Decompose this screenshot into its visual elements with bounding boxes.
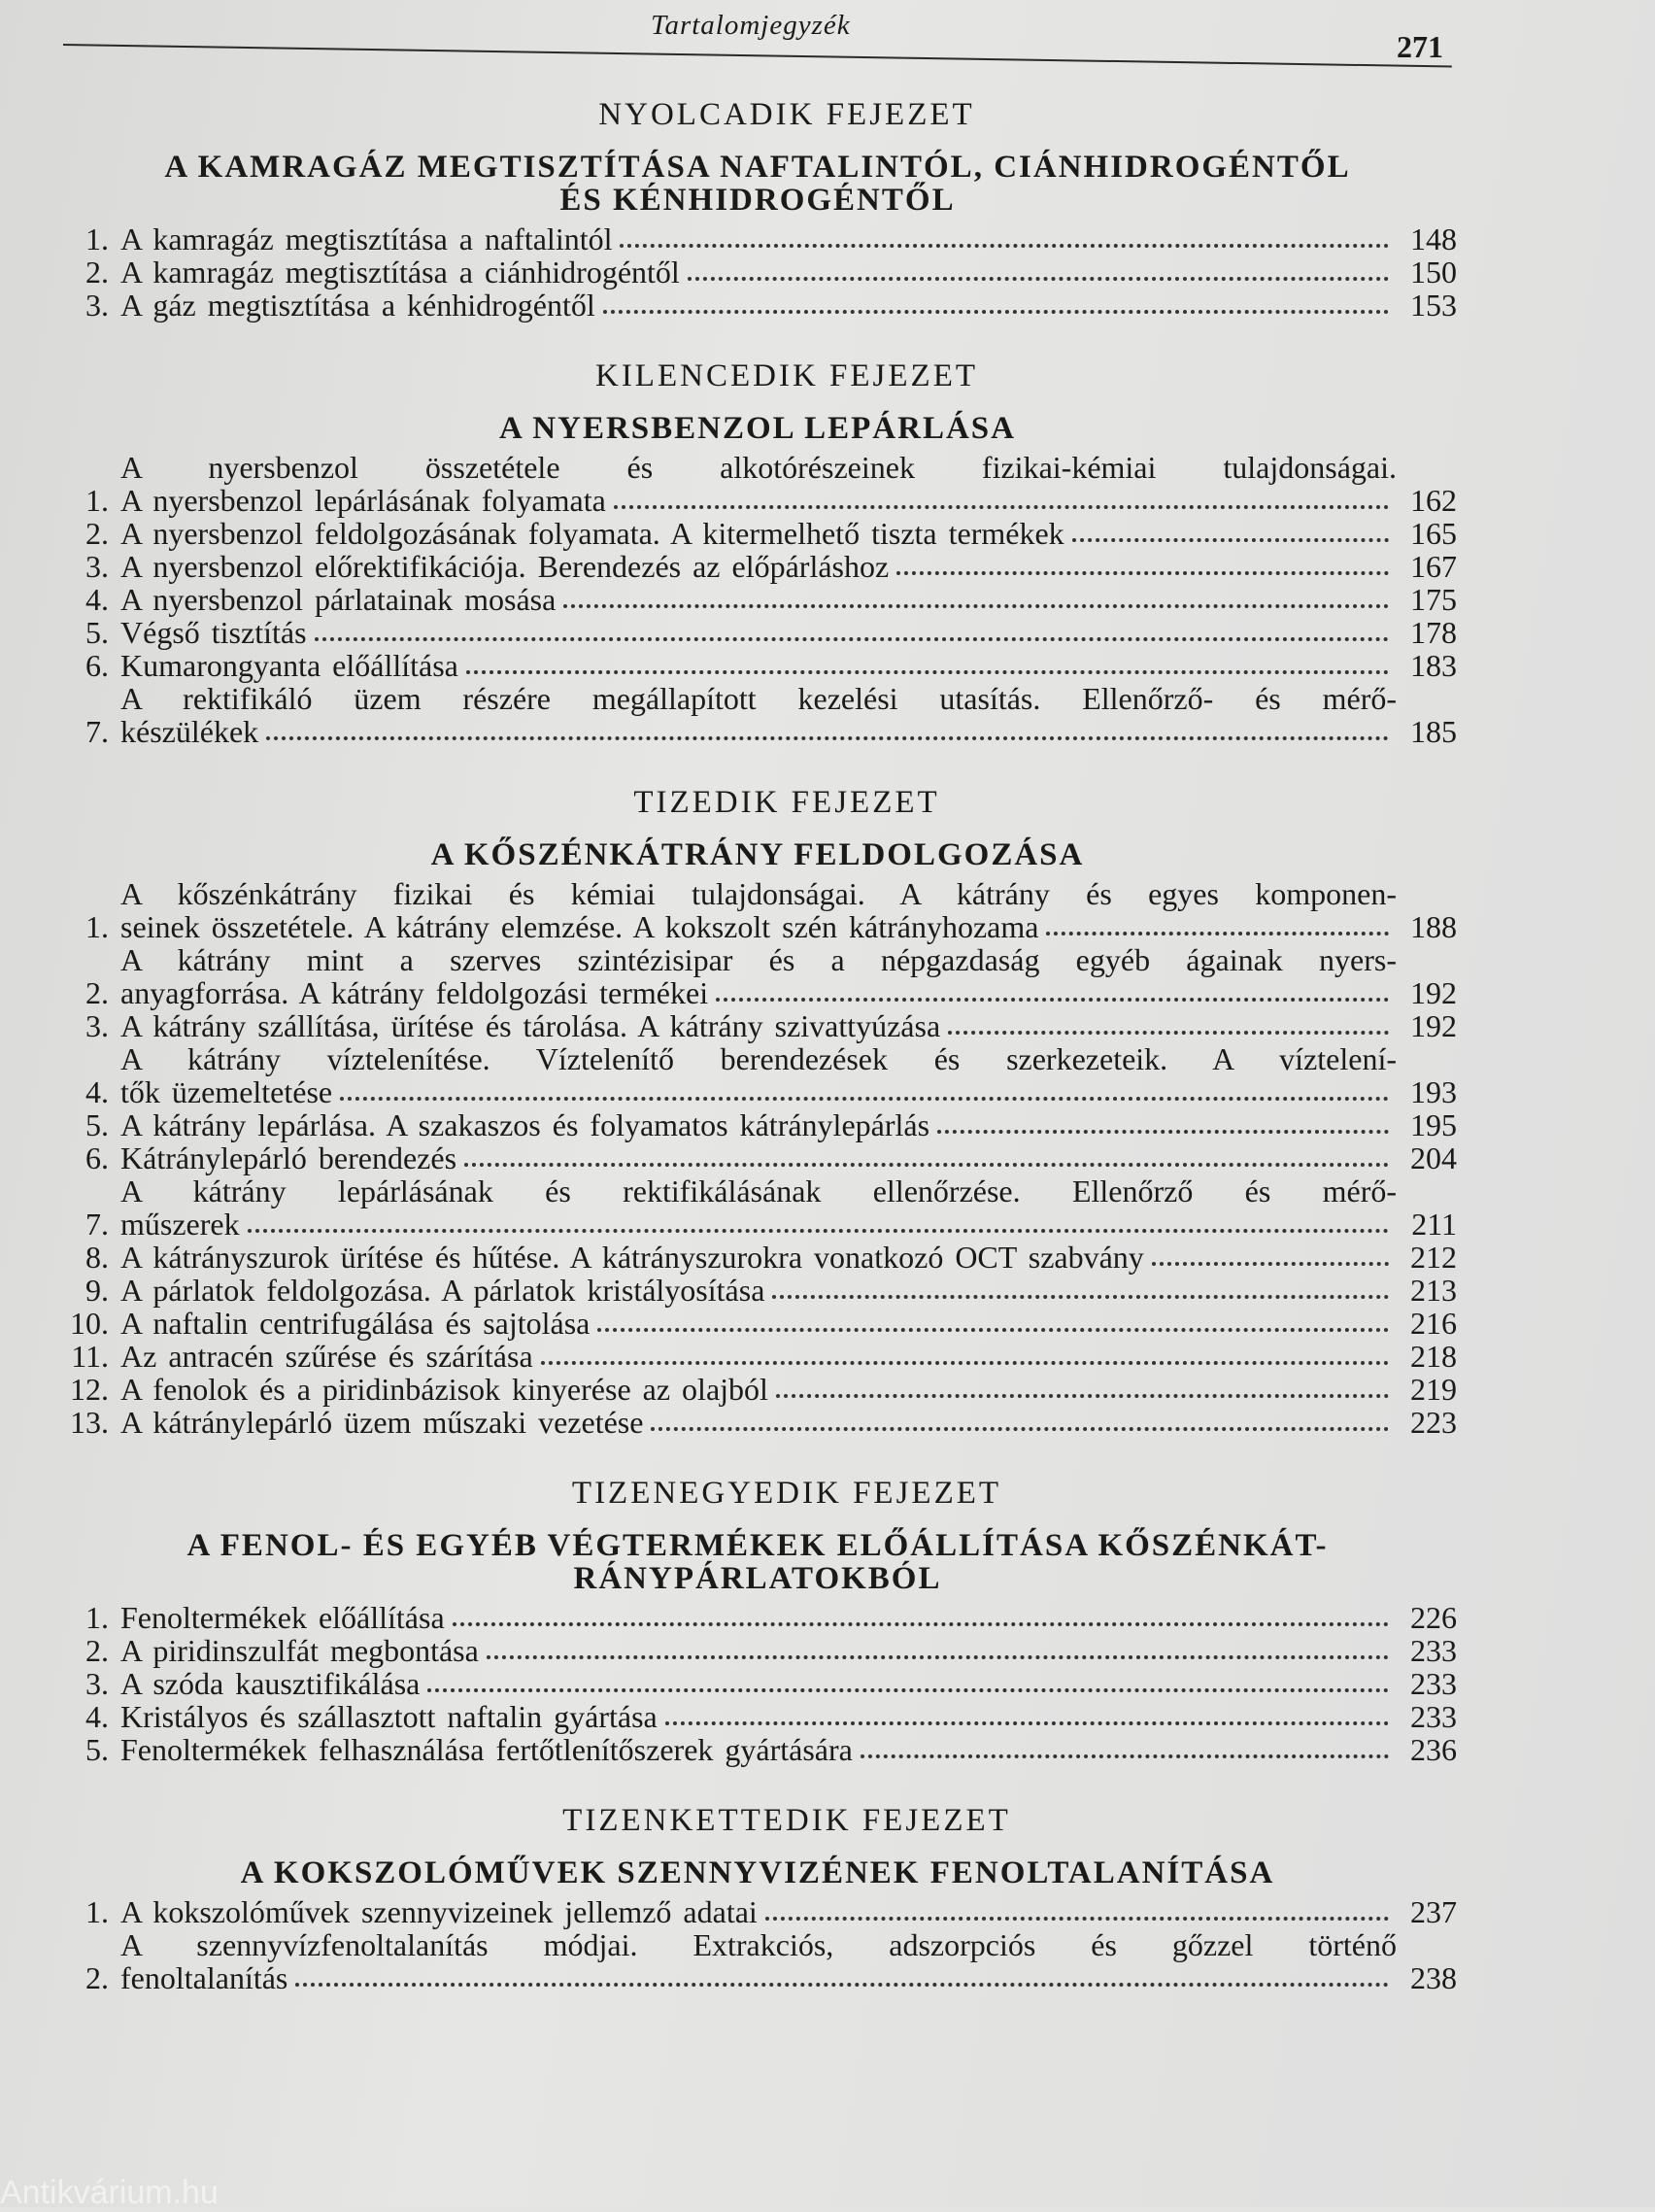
entry-title-line (120, 255, 1397, 289)
entry-title-line (120, 1208, 1397, 1241)
entry-title-text: A kátrány lepárlása. A szakaszos és folyamatos kátránylepárlás (120, 1107, 930, 1142)
chapter-title-line: A NYERSBENZOL LEPÁRLÁSA (499, 411, 1016, 446)
chapter-label: TIZENKETTEDIK FEJEZET (562, 1803, 1011, 1838)
toc-entry (58, 649, 1457, 682)
entry-title-line: A kőszénkátrány fizikai és kémiai tulajdonságai. A kátrány és egyes komponen- (120, 876, 1397, 911)
toc-entry (58, 1174, 1457, 1241)
entry-page-number: 178 (1410, 615, 1457, 650)
entry-title (120, 1042, 1397, 1108)
entry-title-line (120, 1373, 1397, 1406)
entry-title-line (120, 484, 1397, 517)
toc-entry (58, 616, 1457, 649)
entry-title-line (120, 550, 1397, 583)
entry-title-line (120, 222, 1397, 255)
entry-page-number: 193 (1410, 1074, 1457, 1109)
toc-entry (58, 222, 1457, 255)
dot-leader (1152, 1262, 1389, 1266)
entry-title (120, 1174, 1397, 1241)
entry-page-number: 195 (1410, 1107, 1457, 1142)
chapter-title (58, 412, 1457, 445)
chapter-section (58, 1476, 1457, 1766)
entry-title (120, 1928, 1397, 1994)
dot-leader (776, 1394, 1389, 1398)
entry-title-text: A kamragáz megtisztítása a naftalintól (120, 221, 613, 256)
entry-title-text: fenoltalanítás (120, 1960, 288, 1995)
entry-title (120, 1667, 1397, 1700)
entry-title-text: Végső tisztítás (120, 615, 307, 650)
entry-number: 2. (85, 1960, 109, 1995)
chapter-title-line: A KŐSZÉNKÁTRÁNY FELDOLGOZÁSA (430, 837, 1085, 872)
entry-page-number: 183 (1410, 648, 1457, 683)
entry-title-line (120, 1667, 1397, 1700)
chapter-title-line: RÁNYPÁRLATOKBÓL (573, 1561, 942, 1596)
entry-title (120, 222, 1397, 255)
entry-number: 1. (85, 909, 109, 944)
entry-title-line (120, 1307, 1397, 1340)
entry-title-line: A kátrány lepárlásának és rektifikálásának ellenőrzése. Ellenőrző és mérő- (120, 1174, 1397, 1208)
dot-leader (896, 571, 1389, 575)
chapter-title (58, 151, 1457, 217)
entry-number: 3. (85, 549, 109, 584)
chapter-label: TIZEDIK FEJEZET (633, 785, 940, 820)
entry-page-number: 153 (1410, 288, 1457, 323)
toc-entry (58, 943, 1457, 1009)
toc-entry (58, 1141, 1457, 1174)
chapter-label: KILENCEDIK FEJEZET (594, 358, 979, 393)
entry-title-line: A szennyvízfenoltalanítás módjai. Extrakciós, adszorpciós és gőzzel történő (120, 1927, 1397, 1962)
entry-title-line (120, 583, 1397, 616)
entry-title (120, 1406, 1397, 1439)
dot-leader (563, 604, 1389, 608)
entry-title-text: A kátrányszurok ürítése és hűtése. A kátrányszurokra vonatkozó OCT szabvány (120, 1240, 1144, 1275)
dot-leader (861, 1754, 1389, 1758)
toc-entry (58, 1634, 1457, 1667)
entry-title-line (120, 1241, 1397, 1274)
entry-title-line (120, 616, 1397, 649)
entry-page-number: 162 (1410, 483, 1457, 518)
entry-title-line: A rektifikáló üzem részére megállapított kezelési utasítás. Ellenőrző- és mérő- (120, 681, 1397, 716)
entry-title-text: A párlatok feldolgozása. A párlatok kristályosítása (120, 1273, 765, 1308)
entry-number: 2. (85, 975, 109, 1010)
entry-number: 5. (85, 1107, 109, 1142)
dot-leader (651, 1427, 1389, 1431)
toc-entry (58, 1340, 1457, 1373)
entry-title-text: A fenolok és a piridinbázisok kinyerése az olajból (120, 1372, 768, 1407)
entry-title-text: Az antracén szűrése és szárítása (120, 1339, 533, 1374)
entry-title (120, 1895, 1397, 1928)
dot-leader (603, 310, 1389, 314)
entry-title-line (120, 1075, 1397, 1108)
dot-leader (466, 670, 1389, 674)
entry-number: 13. (70, 1405, 109, 1440)
entry-page-number: 237 (1410, 1894, 1457, 1929)
chapter-title-line: ÉS KÉNHIDROGÉNTŐL (559, 183, 956, 218)
entry-title-text: Kumarongyanta előállítása (120, 648, 458, 683)
entry-title (120, 255, 1397, 289)
entry-number: 4. (85, 1699, 109, 1734)
dot-leader (315, 637, 1389, 641)
entry-title-line (120, 910, 1397, 943)
entry-title-line (120, 1274, 1397, 1307)
dot-leader (340, 1097, 1389, 1101)
entry-number: 11. (71, 1339, 109, 1374)
dot-leader (620, 244, 1389, 248)
dot-leader (765, 1917, 1389, 1921)
entry-title-line (120, 1733, 1397, 1766)
toc-entry-list (58, 1895, 1457, 1994)
entry-title-text: A naftalin centrifugálása és sajtolása (120, 1306, 591, 1341)
entry-title (120, 1274, 1397, 1307)
entry-title (120, 1009, 1397, 1042)
entry-number: 10. (70, 1306, 109, 1341)
entry-number: 2. (85, 516, 109, 551)
entry-title (120, 1733, 1397, 1766)
dot-leader (464, 1163, 1389, 1167)
entry-number: 5. (85, 1732, 109, 1767)
entry-number: 2. (85, 1633, 109, 1668)
entry-page-number: 233 (1410, 1633, 1457, 1668)
chapter-title (58, 838, 1457, 871)
table-of-contents (58, 97, 1457, 2031)
toc-entry (58, 1241, 1457, 1274)
entry-title-text: műszerek (120, 1207, 240, 1242)
entry-title-text: A nyersbenzol lepárlásának folyamata (120, 483, 606, 518)
entry-title-text: A nyersbenzol párlatainak mosása (120, 582, 557, 617)
entry-title-line (120, 1340, 1397, 1373)
toc-entry (58, 583, 1457, 616)
toc-entry (58, 1274, 1457, 1307)
toc-entry-list (58, 451, 1457, 748)
entry-title-text: Kátránylepárló berendezés (120, 1140, 457, 1175)
entry-number: 9. (85, 1273, 109, 1308)
entry-page-number: 219 (1410, 1372, 1457, 1407)
entry-title (120, 1307, 1397, 1340)
entry-title-text: A nyersbenzol feldolgozásának folyamata. A kitermelhető tiszta termékek (120, 516, 1064, 551)
entry-number: 1. (85, 483, 109, 518)
dot-leader (453, 1622, 1389, 1626)
entry-title-line (120, 517, 1397, 550)
chapter-label: TIZENEGYEDIK FEJEZET (571, 1476, 1002, 1511)
watermark: Antikvárium.hu (0, 2174, 219, 2211)
entry-page-number: 233 (1410, 1699, 1457, 1734)
entry-page-number: 211 (1411, 1207, 1457, 1242)
entry-title-text: készülékek (120, 714, 259, 749)
entry-title-text: Fenoltermékek előállítása (120, 1600, 445, 1635)
toc-entry (58, 1928, 1457, 1994)
entry-title-line (120, 976, 1397, 1009)
entry-page-number: 216 (1410, 1306, 1457, 1341)
toc-entry (58, 451, 1457, 517)
entry-title-line (120, 289, 1397, 322)
toc-entry (58, 1009, 1457, 1042)
toc-entry (58, 1733, 1457, 1766)
running-head: Tartalomjegyzék (651, 10, 851, 41)
toc-entry (58, 1700, 1457, 1733)
entry-number: 5. (85, 615, 109, 650)
toc-entry-list (58, 222, 1457, 322)
toc-entry (58, 1667, 1457, 1700)
entry-title (120, 649, 1397, 682)
dot-leader (772, 1295, 1389, 1299)
entry-page-number: 204 (1410, 1140, 1457, 1175)
entry-title-text: Kristályos és szállasztott naftalin gyártása (120, 1699, 658, 1734)
page-number: 271 (1397, 29, 1443, 64)
entry-title-line: A kátrány mint a szerves szintézisipar és a népgazdaság egyéb ágainak nyers- (120, 942, 1397, 977)
dot-leader (614, 505, 1389, 509)
entry-title-text: A kamragáz megtisztítása a ciánhidrogéntől (120, 255, 680, 289)
entry-page-number: 223 (1410, 1405, 1457, 1440)
entry-page-number: 150 (1410, 255, 1457, 289)
entry-number: 1. (85, 221, 109, 256)
toc-entry (58, 1373, 1457, 1406)
toc-entry (58, 255, 1457, 289)
entry-title-line (120, 1108, 1397, 1141)
entry-page-number: 192 (1410, 975, 1457, 1010)
dot-leader (266, 736, 1389, 740)
dot-leader (541, 1361, 1389, 1365)
entry-number: 6. (85, 1140, 109, 1175)
toc-entry (58, 1307, 1457, 1340)
entry-title (120, 1634, 1397, 1667)
dot-leader (1072, 538, 1389, 542)
entry-number: 4. (85, 582, 109, 617)
entry-title-text: A piridinszulfát megbontása (120, 1633, 479, 1668)
entry-title-line (120, 649, 1397, 682)
entry-title-line (120, 1141, 1397, 1174)
dot-leader (427, 1688, 1389, 1692)
entry-title-line (120, 1601, 1397, 1634)
entry-page-number: 192 (1410, 1008, 1457, 1043)
dot-leader (665, 1721, 1389, 1725)
entry-title (120, 682, 1397, 748)
entry-title (120, 1141, 1397, 1174)
dot-leader (688, 277, 1389, 281)
chapter-label: NYOLCADIK FEJEZET (598, 97, 975, 132)
dot-leader (716, 998, 1389, 1002)
entry-title-line (120, 1009, 1397, 1042)
entry-title (120, 943, 1397, 1009)
dot-leader (295, 1983, 1389, 1987)
entry-number: 6. (85, 648, 109, 683)
entry-number: 1. (85, 1600, 109, 1635)
toc-entry (58, 1042, 1457, 1108)
dot-leader (937, 1130, 1389, 1134)
entry-number: 12. (70, 1372, 109, 1407)
entry-title (120, 289, 1397, 322)
entry-title (120, 1340, 1397, 1373)
entry-title (120, 1601, 1397, 1634)
entry-title-text: A kátrány szállítása, ürítése és tárolása. A kátrány szivattyúzása (120, 1008, 941, 1043)
entry-title (120, 550, 1397, 583)
dot-leader (597, 1328, 1389, 1332)
entry-page-number: 212 (1410, 1240, 1457, 1275)
toc-entry-list (58, 877, 1457, 1439)
entry-title (120, 1700, 1397, 1733)
toc-entry (58, 1108, 1457, 1141)
entry-number: 8. (85, 1240, 109, 1275)
dot-leader (248, 1229, 1389, 1233)
entry-title-text: A nyersbenzol előrektifikációja. Berendezés az előpárláshoz (120, 549, 890, 584)
entry-title (120, 583, 1397, 616)
entry-title (120, 1108, 1397, 1141)
entry-title (120, 1373, 1397, 1406)
entry-page-number: 238 (1410, 1960, 1457, 1995)
entry-title (120, 1241, 1397, 1274)
entry-number: 3. (85, 1666, 109, 1701)
entry-page-number: 213 (1410, 1273, 1457, 1308)
entry-title-text: A kokszolóművek szennyvizeinek jellemző adatai (120, 1894, 758, 1929)
chapter-title (58, 1856, 1457, 1889)
entry-number: 4. (85, 1074, 109, 1109)
chapter-title-line: A KOKSZOLÓMŰVEK SZENNYVIZÉNEK FENOLTALANÍTÁSA (240, 1855, 1275, 1890)
entry-page-number: 233 (1410, 1666, 1457, 1701)
entry-page-number: 236 (1410, 1732, 1457, 1767)
entry-title-line (120, 1961, 1397, 1994)
entry-number: 3. (85, 288, 109, 323)
entry-number: 1. (85, 1894, 109, 1929)
entry-title-text: A kátránylepárló üzem műszaki vezetése (120, 1405, 644, 1440)
chapter-title-line: A FENOL- ÉS EGYÉB VÉGTERMÉKEK ELŐÁLLÍTÁSA KŐSZÉNKÁT- (186, 1528, 1329, 1563)
entry-page-number: 148 (1410, 221, 1457, 256)
toc-entry (58, 1895, 1457, 1928)
entry-page-number: 167 (1410, 549, 1457, 584)
entry-title (120, 517, 1397, 550)
entry-title-text: tők üzemeltetése (120, 1074, 333, 1109)
entry-title-line: A nyersbenzol összetétele és alkotórészeinek fizikai-kémiai tulajdonságai. (120, 450, 1397, 485)
entry-page-number: 165 (1410, 516, 1457, 551)
entry-number: 2. (85, 255, 109, 289)
dot-leader (948, 1031, 1389, 1035)
entry-title-line (120, 1634, 1397, 1667)
entry-title-text: A szóda kausztifikálása (120, 1666, 421, 1701)
toc-entry (58, 1406, 1457, 1439)
chapter-section (58, 1803, 1457, 1994)
entry-title-line: A kátrány víztelenítése. Víztelenítő berendezések és szerkezeteik. A víztelení- (120, 1041, 1397, 1076)
toc-entry (58, 550, 1457, 583)
entry-title (120, 877, 1397, 943)
toc-entry (58, 517, 1457, 550)
entry-title-line (120, 1406, 1397, 1439)
entry-title-text: seinek összetétele. A kátrány elemzése. A kokszolt szén kátrányhozama (120, 909, 1039, 944)
entry-title-text: A gáz megtisztítása a kénhidrogéntől (120, 288, 595, 323)
entry-number: 7. (85, 1207, 109, 1242)
entry-number: 3. (85, 1008, 109, 1043)
toc-entry-list (58, 1601, 1457, 1766)
dot-leader (487, 1655, 1389, 1659)
entry-title (120, 616, 1397, 649)
entry-number: 7. (85, 714, 109, 749)
entry-title (120, 451, 1397, 517)
entry-title-line (120, 1700, 1397, 1733)
entry-title-text: anyagforrása. A kátrány feldolgozási termékei (120, 975, 709, 1010)
toc-entry (58, 289, 1457, 322)
toc-entry (58, 682, 1457, 748)
chapter-title (58, 1529, 1457, 1595)
header-rule (63, 44, 1452, 67)
entry-page-number: 185 (1410, 714, 1457, 749)
entry-title-text: Fenoltermékek felhasználása fertőtlenítőszerek gyártására (120, 1732, 853, 1767)
entry-page-number: 175 (1410, 582, 1457, 617)
entry-page-number: 226 (1410, 1600, 1457, 1635)
chapter-section (58, 358, 1457, 748)
dot-leader (1046, 932, 1389, 936)
entry-page-number: 218 (1410, 1339, 1457, 1374)
entry-title-line (120, 715, 1397, 748)
chapter-section (58, 97, 1457, 322)
toc-entry (58, 1601, 1457, 1634)
entry-title-line (120, 1895, 1397, 1928)
chapter-title-line: A KAMRAGÁZ MEGTISZTÍTÁSA NAFTALINTÓL, CIÁNHIDROGÉNTŐL (164, 150, 1351, 185)
entry-page-number: 188 (1410, 909, 1457, 944)
chapter-section (58, 785, 1457, 1439)
toc-entry (58, 877, 1457, 943)
